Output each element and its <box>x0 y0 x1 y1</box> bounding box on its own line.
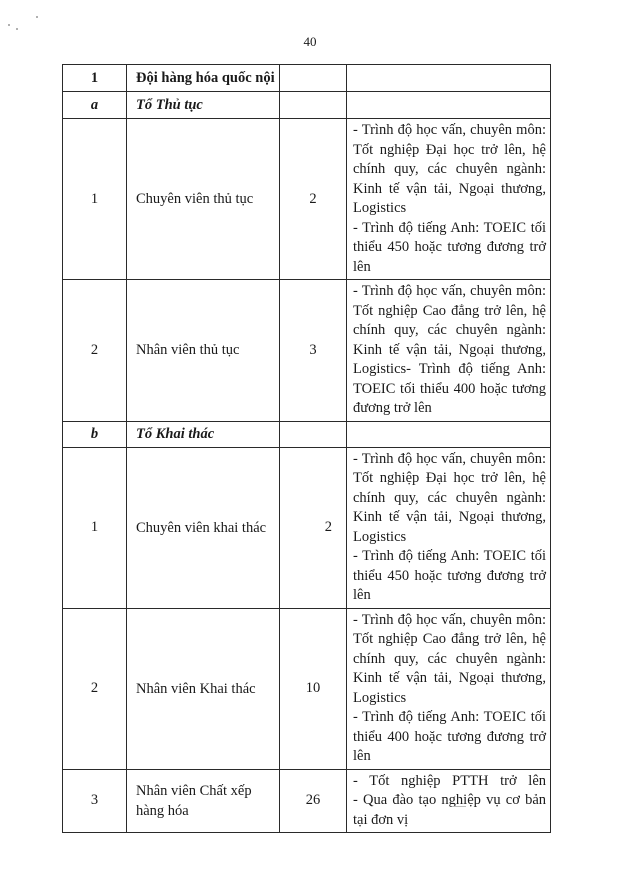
group-title: Tổ Khai thác <box>127 421 280 447</box>
scan-specks <box>6 10 46 30</box>
section-index: 1 <box>63 65 127 92</box>
staffing-table <box>62 64 551 833</box>
quantity: 2 <box>280 447 347 608</box>
qualification-line: - Trình độ học vấn, chuyên môn: Tốt nghiệp Đại học trở lên, hệ chính quy, các chuyên ngành: Kinh tế vận tải, Ngoại thương, Logistics <box>353 450 546 545</box>
table-row <box>63 447 551 608</box>
scan-mark <box>452 806 466 807</box>
qualifications <box>347 608 551 769</box>
position-name: Nhân viên thủ tục <box>127 280 280 422</box>
section-title: Đội hàng hóa quốc nội <box>127 65 280 92</box>
qualification-line: - Tốt nghiệp PTTH trở lên <box>353 772 546 789</box>
group-index: a <box>63 92 127 119</box>
position-name: Nhân viên Khai thác <box>127 608 280 769</box>
group-index: b <box>63 421 127 447</box>
table-row <box>63 280 551 422</box>
qualification-line: - Trình độ học vấn, chuyên môn: Tốt nghiệp Cao đẳng trở lên, hệ chính quy, các chuyên ngành: Kinh tế vận tải, Ngoại thương, Logistics <box>353 611 546 706</box>
row-index: 2 <box>63 608 127 769</box>
qualification-line: - Trình độ tiếng Anh: TOEIC tối thiểu 450 hoặc tương đương trở lên <box>353 219 546 275</box>
qualifications <box>347 280 551 422</box>
qualification-line: - Qua đào tạo nghiệp vụ cơ bản tại đơn vị <box>353 792 546 828</box>
quantity: 10 <box>280 608 347 769</box>
qualification-line: - Trình độ học vấn, chuyên môn: Tốt nghiệp Đại học trở lên, hệ chính quy, các chuyên ngành: Kinh tế vận tải, Ngoại thương, Logistics <box>353 122 546 216</box>
page-number: 40 <box>303 34 317 49</box>
table-row <box>63 119 551 280</box>
qualification-line: - Trình độ tiếng Anh: TOEIC tối thiểu 450 hoặc tương đương trở lên <box>353 548 546 603</box>
qualifications <box>347 119 551 280</box>
table-row <box>63 608 551 769</box>
group-row <box>63 92 551 119</box>
row-index: 2 <box>63 280 127 422</box>
position-name: Chuyên viên khai thác <box>127 447 280 608</box>
row-index: 3 <box>63 769 127 833</box>
table-row <box>63 769 551 833</box>
qualifications <box>347 447 551 608</box>
group-row <box>63 421 551 447</box>
qualification-line: - Trình độ học vấn, chuyên môn: Tốt nghiệp Cao đẳng trở lên, hệ chính quy, các chuyên ngành: Kinh tế vận tải, Ngoại thương, Logistics- Trình độ tiếng Anh: TOEIC tối thiểu 400 hoặc tương đương trở lên <box>353 283 546 416</box>
group-title: Tổ Thủ tục <box>127 92 280 119</box>
qualification-line: - Trình độ tiếng Anh: TOEIC tối thiểu 400 hoặc tương đương trở lên <box>353 709 546 764</box>
row-index: 1 <box>63 119 127 280</box>
position-name: Nhân viên Chất xếp hàng hóa <box>127 769 280 833</box>
row-index: 1 <box>63 447 127 608</box>
quantity: 3 <box>280 280 347 422</box>
section-row <box>63 65 551 92</box>
qualifications <box>347 769 551 833</box>
quantity: 2 <box>280 119 347 280</box>
quantity: 26 <box>280 769 347 833</box>
position-name: Chuyên viên thủ tục <box>127 119 280 280</box>
